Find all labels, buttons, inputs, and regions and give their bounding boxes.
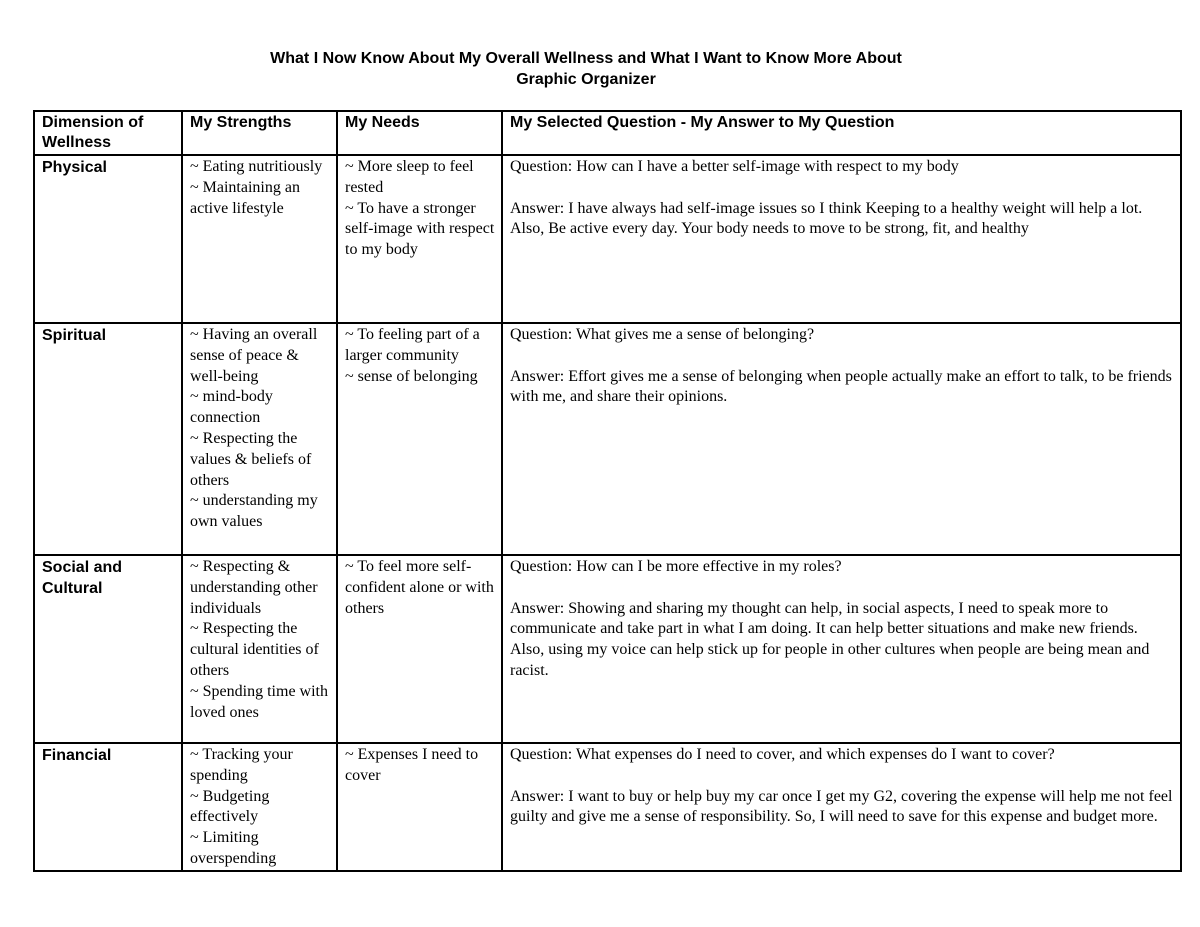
- title-line-1: What I Now Know About My Overall Wellness and What I Want to Know More About: [270, 50, 902, 67]
- strength-item: ~ Spending time with loved ones: [190, 682, 328, 721]
- need-item: ~ To have a stronger self-image with respect to my body: [345, 199, 495, 259]
- document-title: [0, 48, 1172, 90]
- table-row: [34, 555, 1181, 743]
- needs-cell: [337, 555, 502, 743]
- needs-cell: [337, 743, 502, 871]
- question-text: Question: How can I be more effective in my roles?: [510, 558, 842, 575]
- answer-text: Answer: I want to buy or help buy my car once I get my G2, covering the expense will help me not feel guilty and give me a sense of responsibility. So, I will need to save for this expense and budget more.: [510, 787, 1173, 826]
- question-answer-cell: [502, 555, 1181, 743]
- strength-item: ~ Having an overall sense of peace & well-being: [190, 326, 318, 385]
- graphic-organizer-table: [33, 110, 1182, 872]
- strengths-cell: [182, 743, 337, 871]
- strength-item: ~ Tracking your spending: [190, 746, 293, 784]
- strength-item: ~ Respecting the cultural identities of others: [190, 620, 319, 679]
- dimension-cell: Spiritual: [34, 323, 182, 555]
- strength-item: ~ Respecting the values & beliefs of others: [190, 429, 312, 489]
- strength-item: ~ Respecting & understanding other individuals: [190, 558, 318, 617]
- table-row: [34, 323, 1181, 555]
- question-answer-cell: [502, 743, 1181, 871]
- needs-cell: [337, 155, 502, 323]
- header-dimension: Dimension of Wellness: [34, 111, 182, 155]
- need-item: ~ sense of belonging: [345, 367, 478, 385]
- header-strengths: My Strengths: [182, 111, 337, 155]
- strengths-cell: [182, 323, 337, 555]
- dimension-cell: Physical: [34, 155, 182, 323]
- title-line-2: Graphic Organizer: [516, 71, 656, 88]
- strengths-cell: [182, 155, 337, 323]
- need-item: ~ To feel more self-confident alone or with others: [345, 558, 494, 617]
- need-item: ~ More sleep to feel rested: [345, 158, 474, 196]
- strength-item: ~ Eating nutritiously: [190, 158, 323, 175]
- table-row: [34, 743, 1181, 871]
- table-row: [34, 155, 1181, 323]
- dimension-cell: Social and Cultural: [34, 555, 182, 743]
- question-text: Question: What gives me a sense of belonging?: [510, 326, 815, 343]
- answer-text: Answer: Effort gives me a sense of belonging when people actually make an effort to talk, to be friends with me, and share their opinions.: [510, 367, 1172, 406]
- question-text: Question: How can I have a better self-image with respect to my body: [510, 158, 959, 175]
- answer-text: Answer: I have always had self-image issues so I think Keeping to a healthy weight will help a lot. Also, Be active every day. Your body needs to move to be strong, fit, and healthy: [510, 199, 1143, 238]
- header-question: My Selected Question - My Answer to My Question: [502, 111, 1181, 155]
- header-needs: My Needs: [337, 111, 502, 155]
- need-item: ~ Expenses I need to cover: [345, 746, 479, 784]
- strength-item: ~ mind-body connection: [190, 388, 273, 427]
- question-answer-cell: [502, 323, 1181, 555]
- dimension-cell: Financial: [34, 743, 182, 871]
- question-text: Question: What expenses do I need to cover, and which expenses do I want to cover?: [510, 746, 1055, 763]
- question-answer-cell: [502, 155, 1181, 323]
- strengths-cell: [182, 555, 337, 743]
- needs-cell: [337, 323, 502, 555]
- header-row: [34, 111, 1181, 155]
- strength-item: ~ Limiting overspending: [190, 829, 277, 867]
- strength-item: ~ Maintaining an active lifestyle: [190, 178, 300, 217]
- strength-item: ~ Budgeting effectively: [190, 787, 270, 826]
- need-item: ~ To feeling part of a larger community: [345, 326, 480, 364]
- strength-item: ~ understanding my own values: [190, 492, 318, 531]
- answer-text: Answer: Showing and sharing my thought can help, in social aspects, I need to speak more to communicate and take part in what I am doing. It can help better situations and make new friends. Also, using my voice can help stick up for people in other cultures when people are being mean and racist.: [510, 599, 1150, 679]
